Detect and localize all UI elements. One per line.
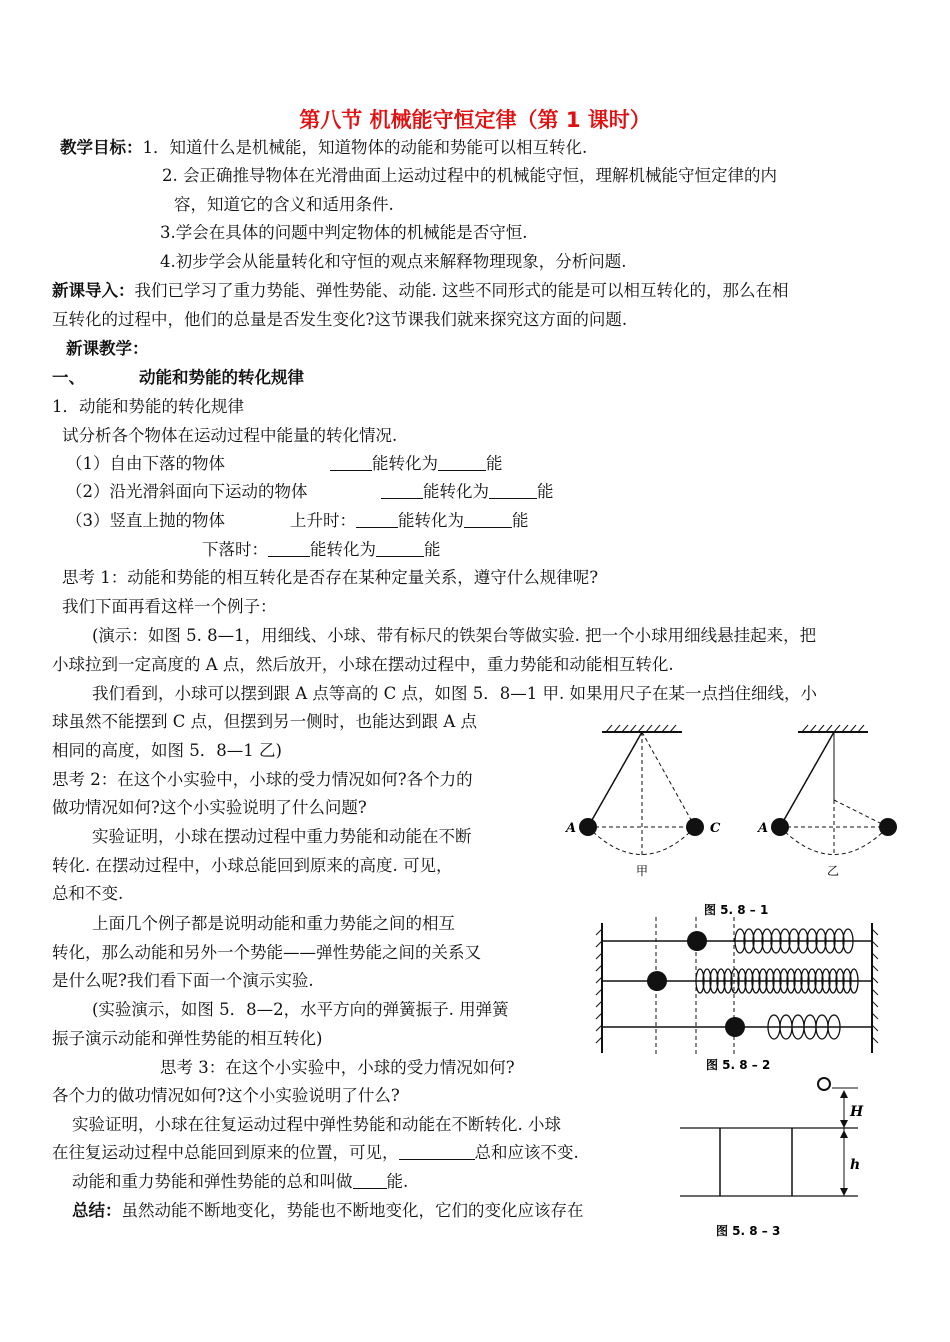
- see-line-2: 球虽然不能摆到 C 点，但摆到另一侧时，也能达到跟 A 点: [52, 712, 478, 731]
- question-3-label: （3）竖直上抛的物体: [66, 511, 225, 530]
- see-line-3: 相同的高度，如图 5．8—1 乙): [52, 741, 282, 760]
- summary-line: [72, 1200, 584, 1222]
- blank[interactable]: [464, 511, 512, 528]
- blank[interactable]: [330, 454, 372, 471]
- summary-text: 虽然动能不断地变化，势能也不断地变化，它们的变化应该存在: [121, 1201, 584, 1220]
- q3-down-label: 下落时：: [202, 540, 268, 559]
- q3-text-c: 能转化为: [310, 540, 376, 559]
- figure-drop: [680, 1074, 880, 1242]
- sub-heading: 1．动能和势能的转化规律: [52, 397, 244, 416]
- blank[interactable]: [489, 482, 537, 499]
- teach-label: 新课教学：: [66, 339, 149, 358]
- figure-2-caption: 图 5. 8 – 2: [706, 1058, 771, 1072]
- proof1-line-1: 实验证明，小球在摆动过程中重力势能和动能在不断: [92, 827, 472, 846]
- above-line-1: 上面几个例子都是说明动能和重力势能之间的相互: [92, 914, 455, 933]
- above-line-3: 是什么呢?我们看下面一个演示实验.: [52, 971, 314, 990]
- figure-3-caption: 图 5. 8 – 3: [716, 1224, 781, 1238]
- q2-text-a: 能转化为: [423, 482, 489, 501]
- proof2-line-2: [52, 1142, 579, 1164]
- question-3-down: [202, 539, 441, 561]
- see-line-1: 我们看到，小球可以摆到跟 A 点等高的 C 点，如图 5．8—1 甲. 如果用尺子在某一点挡住细线，小: [92, 684, 817, 703]
- label-a-right: A: [758, 821, 769, 836]
- question-2-label: （2）沿光滑斜面向下运动的物体: [66, 482, 308, 501]
- goal-2b: 容，知道它的含义和适用条件.: [174, 195, 394, 214]
- q2-text-b: 能: [537, 482, 554, 501]
- blank[interactable]: [268, 540, 310, 557]
- intro-text-1: 我们已学习了重力势能、弹性势能、动能. 这些不同形式的能是可以相互转化的，那么在相: [134, 281, 789, 300]
- question-3-up: [290, 510, 529, 532]
- proof2-text-a: 在往复运动过程中总能回到原来的位置，可见，: [52, 1143, 399, 1162]
- proof2-text-b: 总和应该不变.: [474, 1143, 579, 1162]
- question-1-blanks: [330, 453, 503, 475]
- q1-text-a: 能转化为: [372, 454, 438, 473]
- figure-spring: [594, 915, 894, 1075]
- section-heading: [52, 367, 304, 389]
- think-1: 思考 1：动能和势能的相互转化是否存在某种定量关系，遵守什么规律呢?: [62, 568, 599, 587]
- demo2-line-2: 振子演示动能和弹性势能的相互转化): [52, 1029, 323, 1048]
- goal-4: 4.初步学会从能量转化和守恒的观点来解释物理现象，分析问题.: [160, 252, 627, 271]
- think-3-line-2: 各个力的做功情况如何?这个小实验说明了什么?: [52, 1086, 400, 1105]
- above-line-2: 转化，那么动能和另外一个势能——弹性势能之间的关系又: [52, 943, 481, 962]
- think-2-line-1: 思考 2：在这个小实验中，小球的受力情况如何?各个力的: [52, 770, 473, 789]
- analyze-text: 试分析各个物体在运动过程中能量的转化情况.: [62, 426, 398, 445]
- blank[interactable]: [381, 482, 423, 499]
- goal-line-1: [60, 137, 587, 159]
- question-2-blanks: [381, 481, 554, 503]
- intro-line-1: [52, 280, 789, 302]
- demo1-line-2: 小球拉到一定高度的 A 点，然后放开，小球在摆动过程中，重力势能和动能相互转化.: [52, 655, 674, 674]
- figure-pendulum: [562, 722, 912, 920]
- q3-up-label: 上升时：: [290, 511, 356, 530]
- demo1-line-1: (演示：如图 5. 8—1，用细线、小球、带有标尺的铁架台等做实验. 把一个小球用细线悬挂起来，把: [92, 626, 817, 645]
- proof2-text-d: 能.: [386, 1172, 409, 1191]
- think-2-line-2: 做功情况如何?这个小实验说明了什么问题?: [52, 798, 367, 817]
- blank[interactable]: [376, 540, 424, 557]
- section-number: 一、: [52, 368, 85, 387]
- question-1-label: （1）自由下落的物体: [66, 454, 225, 473]
- q1-text-b: 能: [486, 454, 503, 473]
- section-title: 动能和势能的转化规律: [139, 368, 304, 387]
- q3-text-d: 能: [424, 540, 441, 559]
- goal-2a: 2. 会正确推导物体在光滑曲面上运动过程中的机械能守恒，理解机械能守恒定律的内: [162, 166, 777, 185]
- demo2-line-1: (实验演示，如图 5．8—2，水平方向的弹簧振子. 用弹簧: [92, 1000, 509, 1019]
- proof2-line-3: [72, 1171, 408, 1193]
- figure-1-caption: 图 5. 8 – 1: [704, 903, 769, 917]
- proof2-line-1: 实验证明，小球在往复运动过程中弹性势能和动能在不断转化. 小球: [72, 1115, 561, 1134]
- proof2-text-c: 动能和重力势能和弹性势能的总和叫做: [72, 1172, 353, 1191]
- goal-1: 1．知道什么是机械能，知道物体的动能和势能可以相互转化.: [142, 138, 588, 157]
- intro-label: 新课导入：: [52, 281, 135, 300]
- goals-label: 教学目标：: [60, 138, 143, 157]
- label-c: C: [710, 821, 721, 836]
- proof1-line-3: 总和不变.: [52, 884, 124, 903]
- blank[interactable]: [438, 454, 486, 471]
- q3-text-a: 能转化为: [398, 511, 464, 530]
- intro-text-2: 互转化的过程中，他们的总量是否发生变化?这节课我们就来探究这方面的问题.: [52, 310, 628, 329]
- think-3-line-1: 思考 3：在这个小实验中，小球的受力情况如何?: [160, 1058, 515, 1077]
- label-small-h: h: [850, 1157, 861, 1173]
- label-yi: 乙: [827, 864, 840, 878]
- q3-text-b: 能: [512, 511, 529, 530]
- goal-3: 3.学会在具体的问题中判定物体的机械能是否守恒.: [160, 223, 528, 242]
- label-jia: 甲: [636, 864, 649, 878]
- label-big-h: H: [850, 1104, 864, 1120]
- page-title: 第八节 机械能守恒定律（第 1 课时）: [299, 108, 651, 132]
- summary-label: 总结：: [72, 1201, 122, 1220]
- blank[interactable]: [356, 511, 398, 528]
- label-a-left: A: [566, 821, 577, 836]
- proof1-line-2: 转化. 在摆动过程中，小球总能回到原来的高度. 可见，: [52, 856, 453, 875]
- blank[interactable]: [353, 1172, 387, 1189]
- blank[interactable]: [399, 1143, 475, 1160]
- example-text: 我们下面再看这样一个例子：: [62, 597, 277, 616]
